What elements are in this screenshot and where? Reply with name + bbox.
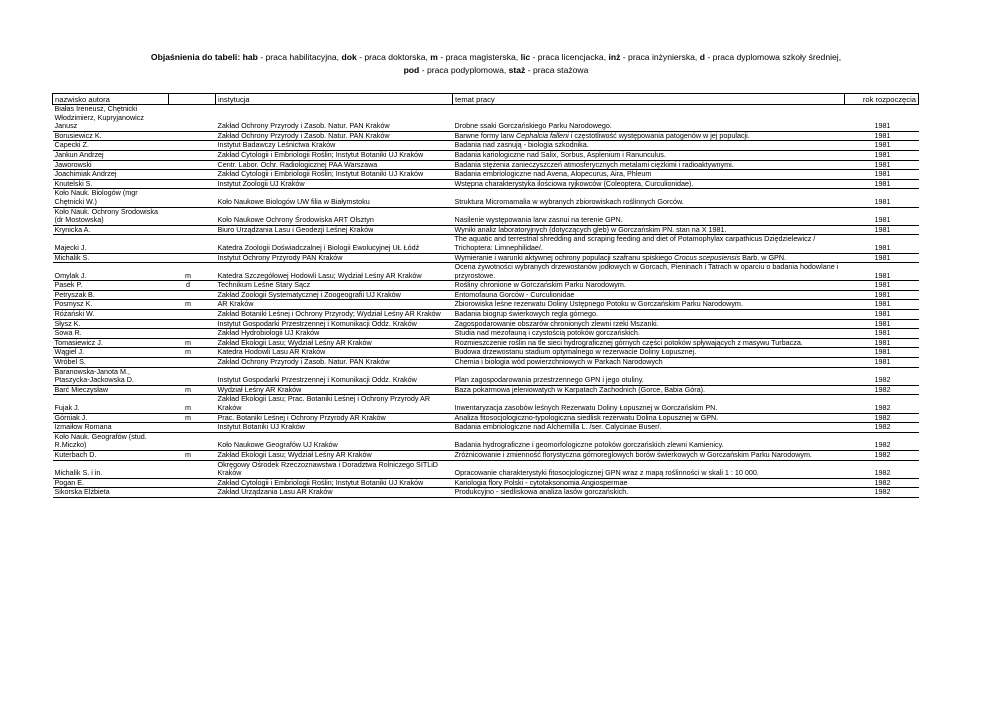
- cell-year: 1982: [845, 460, 919, 478]
- cell-type: [169, 235, 216, 253]
- cell-topic: Zagospodarowanie obszarów chronionych zlewni rzeki Mszanki.: [453, 319, 845, 329]
- table-row: [53, 358, 919, 368]
- cell-institution: Koło Naukowe Ochrony Środowiska ART Olsztyn: [216, 207, 453, 225]
- cell-author: Słysz K.: [53, 319, 169, 329]
- cell-institution: Katedra Szczegółowej Hodowli Lasu; Wydział Leśny AR Kraków: [216, 263, 453, 281]
- table-row: [53, 488, 919, 498]
- cell-author: Baranowska-Janota M., Ptaszycka-Jackowska D.: [53, 367, 169, 385]
- cell-topic: Ocena żywotności wybranych drzewostanów jodłowych w Gorcach, Pieninach i Tatrach w oparciu o badania hodowlane i przyrostowe.: [453, 263, 845, 281]
- cell-type: [169, 367, 216, 385]
- cell-type: [169, 150, 216, 160]
- cell-year: 1982: [845, 432, 919, 450]
- cell-topic: Studia nad mezofauną i czystością potoków gorczańskich.: [453, 329, 845, 339]
- table-row: [53, 263, 919, 281]
- table-row: [53, 141, 919, 151]
- cell-institution: Katedra Hodowli Lasu AR Kraków: [216, 348, 453, 358]
- cell-type: [169, 131, 216, 141]
- cell-institution: Okręgowy Ośrodek Rzeczoznawstwa i Doradztwa Rolniczego SITLiD Kraków: [216, 460, 453, 478]
- cell-year: 1981: [845, 319, 919, 329]
- cell-institution: Zakład Ekologii Lasu; Wydział Leśny AR Kraków: [216, 450, 453, 460]
- cell-year: 1981: [845, 179, 919, 189]
- cell-type: [169, 329, 216, 339]
- cell-type: [169, 225, 216, 235]
- cell-author: Krynicka A.: [53, 225, 169, 235]
- cell-topic: Badania biogrup świerkowych regla górnego.: [453, 310, 845, 320]
- cell-type: [169, 310, 216, 320]
- cell-type: [169, 189, 216, 207]
- table-body: [53, 105, 919, 498]
- table-row: [53, 207, 919, 225]
- cell-type: [169, 319, 216, 329]
- cell-institution: Centr. Labor. Ochr. Radiologicznej PAA Warszawa: [216, 160, 453, 170]
- cell-topic: Plan zagospodarowania przestrzennego GPN i jego otuliny.: [453, 367, 845, 385]
- cell-type: [169, 488, 216, 498]
- cell-topic: Barwne formy larw Cephalcia falleni i częstotliwość występowania patogenów w jej populacji.: [453, 131, 845, 141]
- table-row: [53, 131, 919, 141]
- legend-title: Objaśnienia do tabeli:: [150, 52, 241, 62]
- cell-type: [169, 170, 216, 180]
- header-author: nazwisko autora: [53, 94, 169, 105]
- cell-institution: Zakład Cytologii i Embriologii Roślin; Instytut Botaniki UJ Kraków: [216, 150, 453, 160]
- cell-author: Sikorska Elżbieta: [53, 488, 169, 498]
- cell-topic: Baza pokarmowa jeleniowatych w Karpatach Zachodnich (Gorce, Babia Góra).: [453, 385, 845, 395]
- cell-year: 1981: [845, 150, 919, 160]
- table-row: [53, 300, 919, 310]
- cell-year: 1981: [845, 348, 919, 358]
- cell-type: [169, 423, 216, 433]
- cell-year: 1982: [845, 423, 919, 433]
- cell-author: Różański W.: [53, 310, 169, 320]
- table-row: [53, 235, 919, 253]
- cell-type: [169, 358, 216, 368]
- cell-year: 1981: [845, 141, 919, 151]
- cell-topic: Badania kariologiczne nad Salix, Sorbus, Asplenium i Ranunculus.: [453, 150, 845, 160]
- cell-topic: Entomofauna Gorców - Curculionidae: [453, 290, 845, 300]
- cell-topic: Drobne ssaki Gorczańskiego Parku Narodowego.: [453, 105, 845, 132]
- cell-topic: The aquatic and terrestrial shredding and scraping feeding and diet of Potamophylax carpathicus Dziędzielewicz / Trichoptera: Limnephilidae/.: [453, 235, 845, 253]
- table-row: [53, 170, 919, 180]
- cell-institution: Wydział Leśny AR Kraków: [216, 385, 453, 395]
- cell-author: Kuterbach D.: [53, 450, 169, 460]
- table-row: [53, 160, 919, 170]
- cell-author: Michalik S.: [53, 253, 169, 263]
- table-row: [53, 450, 919, 460]
- cell-topic: Produkcyjno - siedliskowa analiza lasów gorczańskich.: [453, 488, 845, 498]
- cell-year: 1981: [845, 290, 919, 300]
- cell-topic: Wyniki analiz laboratoryjnych (dotyczących gleb) w Gorczańskim PN. stan na X 1981.: [453, 225, 845, 235]
- table-row: [53, 290, 919, 300]
- cell-topic: Badania hydrograficzne i geomorfologiczne potoków gorczańskich zlewni Kamienicy.: [453, 432, 845, 450]
- cell-author: Borusiewicz K.: [53, 131, 169, 141]
- cell-institution: Koło Naukowe Biologów UW filia w Białymstoku: [216, 189, 453, 207]
- table-row: [53, 348, 919, 358]
- cell-type: m: [169, 450, 216, 460]
- cell-year: 1981: [845, 329, 919, 339]
- cell-type: [169, 179, 216, 189]
- cell-type: m: [169, 413, 216, 423]
- cell-year: 1981: [845, 358, 919, 368]
- cell-type: m: [169, 338, 216, 348]
- table-row: [53, 189, 919, 207]
- cell-author: Jaworowski: [53, 160, 169, 170]
- cell-type: [169, 290, 216, 300]
- cell-author: Izmaiłow Romana: [53, 423, 169, 433]
- table-row: [53, 319, 919, 329]
- cell-institution: Zakład Zoologii Systematycznej i Zoogeografii UJ Kraków: [216, 290, 453, 300]
- cell-year: 1982: [845, 385, 919, 395]
- table-row: [53, 310, 919, 320]
- table-row: [53, 478, 919, 488]
- cell-year: 1982: [845, 488, 919, 498]
- table-row: [53, 432, 919, 450]
- cell-author: Wągiel J.: [53, 348, 169, 358]
- table-row: [53, 460, 919, 478]
- cell-institution: Zakład Cytologii i Embriologii Roślin; Instytut Botaniki UJ Kraków: [216, 170, 453, 180]
- cell-year: 1981: [845, 281, 919, 291]
- cell-topic: Analiza fitosocjologiczno-typologiczna siedlisk rezerwatu Dolina Łopusznej w GPN.: [453, 413, 845, 423]
- table-row: [53, 395, 919, 413]
- cell-institution: Zakład Ochrony Przyrody i Zasob. Natur. PAN Kraków: [216, 131, 453, 141]
- cell-type: d: [169, 281, 216, 291]
- cell-year: 1981: [845, 170, 919, 180]
- cell-author: Górniak J.: [53, 413, 169, 423]
- cell-author: Pogan E.: [53, 478, 169, 488]
- cell-author: Koło Nauk. Geografów (stud. R.Miczko): [53, 432, 169, 450]
- works-table: [52, 93, 919, 498]
- table-row: [53, 329, 919, 339]
- cell-institution: Instytut Ochrony Przyrody PAN Kraków: [216, 253, 453, 263]
- cell-year: 1981: [845, 131, 919, 141]
- header-institution: instytucja: [216, 94, 453, 105]
- table-row: [53, 253, 919, 263]
- table-row: [53, 281, 919, 291]
- cell-author: Koło Nauk. Biologów (mgr Chętnicki W.): [53, 189, 169, 207]
- cell-institution: Instytut Botaniki UJ Kraków: [216, 423, 453, 433]
- cell-institution: Zakład Hydrobiologii UJ Kraków: [216, 329, 453, 339]
- legend: Objaśnienia do tabeli: hab - praca habilitacyjna, dok - praca doktorska, m - praca magisterska, lic - praca licencjacka, inż - praca inżynierska, d - praca dyplomowa szkoły średniej, pod - praca podyplomowa, staż - praca stażowa: [150, 52, 842, 75]
- table-row: [53, 225, 919, 235]
- cell-author: Tomasiewicz J.: [53, 338, 169, 348]
- cell-topic: Badania nad zasnują - biologia szkodnika.: [453, 141, 845, 151]
- cell-type: m: [169, 263, 216, 281]
- cell-type: [169, 207, 216, 225]
- cell-topic: Nasilenie występowania larw zasnui na terenie GPN.: [453, 207, 845, 225]
- cell-topic: Chemia i biologia wód powierzchniowych w Parkach Narodowych: [453, 358, 845, 368]
- cell-topic: Kariologia flory Polski - cytotaksonomia Angiospermae: [453, 478, 845, 488]
- cell-year: 1982: [845, 450, 919, 460]
- cell-year: 1981: [845, 189, 919, 207]
- cell-author: Białas Ireneusz, Chętnicki Włodzimierz, Kupryjanowicz Janusz: [53, 105, 169, 132]
- cell-topic: Badania embriologiczne nad Alchemilla L. /ser. Calycinae Buser/.: [453, 423, 845, 433]
- cell-year: 1981: [845, 338, 919, 348]
- header-year: rok rozpoczęcia: [845, 94, 919, 105]
- cell-year: 1981: [845, 207, 919, 225]
- cell-year: 1981: [845, 310, 919, 320]
- cell-year: 1982: [845, 413, 919, 423]
- cell-author: Barć Mieczysław: [53, 385, 169, 395]
- table-row: [53, 179, 919, 189]
- cell-institution: Instytut Gospodarki Przestrzennej i Komunikacji Oddz. Kraków: [216, 367, 453, 385]
- cell-institution: Zakład Ekologii Lasu; Wydział Leśny AR Kraków: [216, 338, 453, 348]
- table-row: [53, 423, 919, 433]
- cell-author: Knutelski S.: [53, 179, 169, 189]
- cell-type: m: [169, 385, 216, 395]
- cell-year: 1982: [845, 395, 919, 413]
- cell-author: Michalik S. i in.: [53, 460, 169, 478]
- cell-year: 1981: [845, 253, 919, 263]
- cell-author: Fujak J.: [53, 395, 169, 413]
- cell-institution: Instytut Zoologii UJ Kraków: [216, 179, 453, 189]
- cell-year: 1982: [845, 478, 919, 488]
- cell-type: [169, 141, 216, 151]
- cell-institution: Zakład Ekologii Lasu; Prac. Botaniki Leśnej i Ochrony Przyrody AR Kraków: [216, 395, 453, 413]
- cell-institution: Zakład Cytologii i Embriologii Roślin; Instytut Botaniki UJ Kraków: [216, 478, 453, 488]
- cell-year: 1981: [845, 235, 919, 253]
- cell-type: m: [169, 348, 216, 358]
- cell-institution: Katedra Zoologii Doświadczalnej i Biologii Ewolucyjnej UŁ Łódź: [216, 235, 453, 253]
- table-row: [53, 413, 919, 423]
- cell-institution: AR Kraków: [216, 300, 453, 310]
- cell-author: Majecki J.: [53, 235, 169, 253]
- cell-type: [169, 105, 216, 132]
- cell-author: Sowa R.: [53, 329, 169, 339]
- table-row: [53, 150, 919, 160]
- table-row: [53, 338, 919, 348]
- cell-topic: Zbiorowiska leśne rezerwatu Doliny Ustępnego Potoku w Gorczańskim Parku Narodowym.: [453, 300, 845, 310]
- cell-topic: Rośliny chronione w Gorczańskim Parku Narodowym.: [453, 281, 845, 291]
- header-type: [169, 94, 216, 105]
- cell-year: 1981: [845, 105, 919, 132]
- cell-institution: Technikum Leśne Stary Sącz: [216, 281, 453, 291]
- cell-topic: Opracowanie charakterystyki fitosocjologicznej GPN wraz z mapą roślinności w skali 1 : 10 000.: [453, 460, 845, 478]
- cell-type: [169, 432, 216, 450]
- cell-topic: Rozmieszczenie roślin na tle sieci hydrograficznej górnych części potoków spływających z masywu Turbacza.: [453, 338, 845, 348]
- cell-type: [169, 460, 216, 478]
- cell-topic: Struktura Micromamalia w wybranych zbiorowiskach roślinnych Gorców.: [453, 189, 845, 207]
- cell-topic: Budowa drzewostanu stadium optymalnego w rezerwacie Doliny Łopusznej.: [453, 348, 845, 358]
- cell-institution: Zakład Urządzania Lasu AR Kraków: [216, 488, 453, 498]
- cell-institution: Prac. Botaniki Leśnej i Ochrony Przyrody AR Kraków: [216, 413, 453, 423]
- cell-institution: Zakład Botaniki Leśnej i Ochrony Przyrody; Wydział Leśny AR Kraków: [216, 310, 453, 320]
- cell-topic: Inwentaryzacja zasobów leśnych Rezerwatu Doliny Łopusznej w Gorczańskim PN.: [453, 395, 845, 413]
- cell-type: [169, 253, 216, 263]
- cell-topic: Wymieranie i warunki aktywnej ochrony populacji szafranu spiskiego Crocus scepusiensis Barb. w GPN.: [453, 253, 845, 263]
- table-row: [53, 367, 919, 385]
- cell-author: Joachimiak Andrzej: [53, 170, 169, 180]
- cell-year: 1981: [845, 300, 919, 310]
- header-topic: temat pracy: [453, 94, 845, 105]
- cell-type: [169, 478, 216, 488]
- cell-author: Omylak J.: [53, 263, 169, 281]
- cell-type: m: [169, 300, 216, 310]
- cell-institution: Biuro Urządzania Lasu i Geodezji Leśnej Kraków: [216, 225, 453, 235]
- cell-institution: Instytut Badawczy Leśnictwa Kraków: [216, 141, 453, 151]
- cell-author: Jankun Andrzej: [53, 150, 169, 160]
- cell-institution: Zakład Ochrony Przyrody i Zasob. Natur. PAN Kraków: [216, 358, 453, 368]
- cell-author: Koło Nauk. Ochrony Środowiska (dr Mostowska): [53, 207, 169, 225]
- table-row: [53, 385, 919, 395]
- cell-year: 1981: [845, 225, 919, 235]
- cell-topic: Badania stężenia zanieczyszczeń atmosferycznych metalami ciężkimi i radioaktywnymi.: [453, 160, 845, 170]
- table-row: [53, 105, 919, 132]
- cell-type: m: [169, 395, 216, 413]
- cell-type: [169, 160, 216, 170]
- cell-institution: Koło Naukowe Geografów UJ Kraków: [216, 432, 453, 450]
- cell-author: Pasek P.: [53, 281, 169, 291]
- cell-author: Posmysz K.: [53, 300, 169, 310]
- cell-institution: Zakład Ochrony Przyrody i Zasob. Natur. PAN Kraków: [216, 105, 453, 132]
- cell-year: 1981: [845, 160, 919, 170]
- cell-year: 1982: [845, 367, 919, 385]
- cell-topic: Zróżnicowanie i zmienność florystyczna górnoreglowych borów świerkowych w Gorczańskim Parku Narodowym.: [453, 450, 845, 460]
- cell-institution: Instytut Gospodarki Przestrzennej i Komunikacji Oddz. Kraków: [216, 319, 453, 329]
- table-header-row: [53, 94, 919, 105]
- cell-author: Petryszak B.: [53, 290, 169, 300]
- cell-author: Wróbel S.: [53, 358, 169, 368]
- cell-author: Capecki Z.: [53, 141, 169, 151]
- cell-topic: Wstępna charakterystyka ilościowa ryjkowców (Coleoptera, Curculionidae).: [453, 179, 845, 189]
- cell-topic: Badania embriologiczne nad Avena, Alopecurus, Aira, Phleum: [453, 170, 845, 180]
- cell-year: 1981: [845, 263, 919, 281]
